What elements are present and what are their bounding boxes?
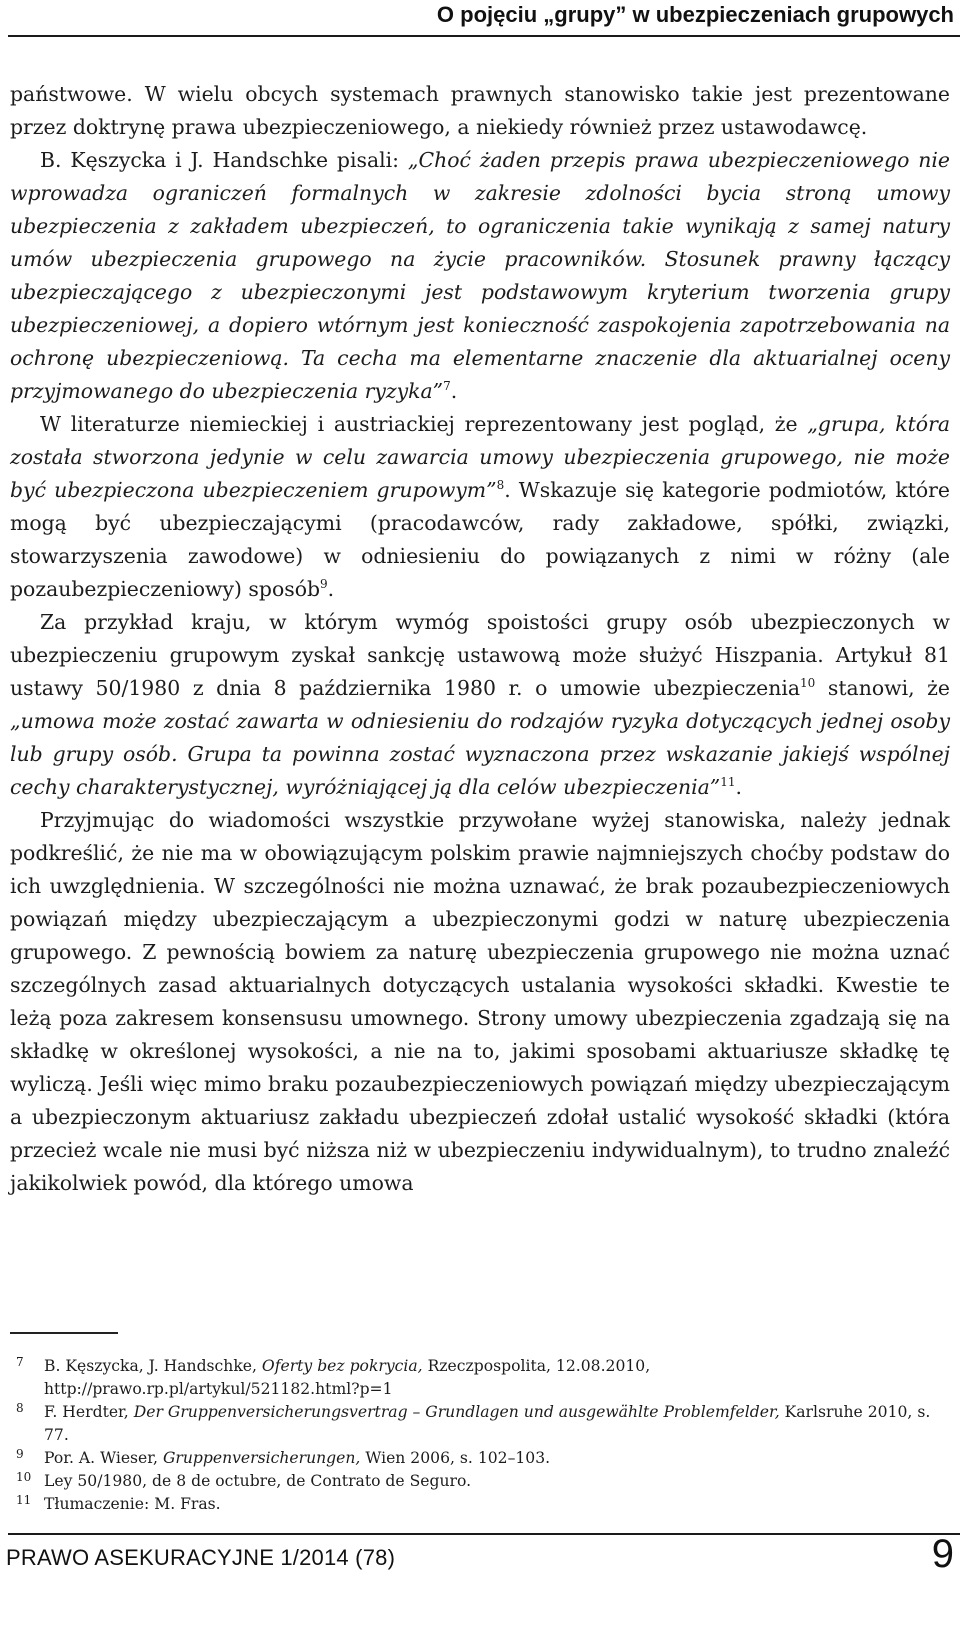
footnote-item xyxy=(10,1401,950,1447)
paragraph-4-end: . xyxy=(735,775,742,799)
body-text xyxy=(10,78,950,1200)
paragraph-4-mid: stanowi, że xyxy=(815,676,950,700)
footnote-text: Ley 50/1980, de 8 de octubre, de Contrato de Seguro. xyxy=(44,1472,472,1490)
footnote-title: Gruppenversicherungen, xyxy=(162,1449,361,1467)
footnote-item xyxy=(10,1470,950,1493)
paragraph-1: państwowe. W wielu obcych systemach prawnych stanowisko takie jest prezentowane przez doktrynę prawa ubezpieczeniowego, a niekiedy również przez ustawodawcę. xyxy=(10,82,950,139)
page-number: 9 xyxy=(931,1532,954,1576)
footer-rule xyxy=(8,1533,960,1535)
footnote-ref-7[interactable]: 7 xyxy=(443,379,451,394)
footnote-item xyxy=(10,1355,950,1401)
footnote-ref-9[interactable]: 9 xyxy=(320,577,328,592)
footnote-text: Karlsruhe 2010, s. 77. xyxy=(44,1403,931,1444)
paragraph-2-intro: B. Kęszycka i J. Handschke pisali: xyxy=(40,148,408,172)
footnote-text: F. Herdter, xyxy=(44,1403,134,1421)
footnote-ref-8[interactable]: 8 xyxy=(496,478,505,493)
footnote-title: Oferty bez pokrycia, xyxy=(261,1357,423,1375)
footnote-separator xyxy=(10,1332,118,1334)
running-header: O pojęciu „grupy” w ubezpieczeniach grupowych xyxy=(436,2,954,27)
paragraph-4 xyxy=(10,606,950,804)
paragraph-4-intro: Za przykład kraju, w którym wymóg spoistości grupy osób ubezpieczonych w ubezpieczeniu grupowym zyskał sankcję ustawową może służyć Hiszpania. Artykuł 81 ustawy 50/1980 z dnia 8 października 1980 r. o umowie ubezpieczenia xyxy=(10,610,950,700)
footnotes xyxy=(10,1355,950,1516)
footnote-number: 8 xyxy=(16,1401,24,1415)
footnote-text[interactable]: Rzeczpospolita, 12.08.2010, http://prawo.rp.pl/artykul/521182.html?p=1 xyxy=(44,1357,651,1398)
footnote-number: 10 xyxy=(16,1470,32,1484)
footnote-text: Tłumaczenie: M. Fras. xyxy=(44,1495,221,1513)
footnote-number: 9 xyxy=(16,1447,24,1461)
footnote-text: B. Kęszycka, J. Handschke, xyxy=(44,1357,262,1375)
footnote-number: 11 xyxy=(16,1493,32,1507)
footnote-item xyxy=(10,1493,950,1516)
paragraph-2-end: . xyxy=(450,379,458,403)
footer-journal-title: PRAWO ASEKURACYJNE 1/2014 (78) xyxy=(6,1545,396,1570)
footnote-title: Der Gruppenversicherungsvertrag – Grundlagen und ausgewählte Problemfelder, xyxy=(133,1403,780,1421)
footnote-text: Por. A. Wieser, xyxy=(44,1449,163,1467)
header-rule xyxy=(8,35,960,37)
footnote-ref-10[interactable]: 10 xyxy=(800,676,816,691)
paragraph-3-intro: W literaturze niemieckiej i austriackiej reprezentowany jest pogląd, że xyxy=(40,412,808,436)
footnote-item xyxy=(10,1447,950,1470)
paragraph-2-quote: „Choć żaden przepis prawa ubezpieczeniowego nie wprowadza ograniczeń formalnych w zakresie zdolności bycia stroną umowy ubezpieczenia z zakładem ubezpieczeń, to ograniczenia takie wynikają z samej natury umów ubezpieczenia grupowego na życie pracowników. Stosunek prawny łączący ubezpieczającego z ubezpieczonymi jest podstawowym kryterium tworzenia grupy ubezpieczeniowej, a dopiero wtórnym jest konieczność zaspokojenia zapotrzebowania na ochronę ubezpieczeniową. Ta cecha ma elementarne znaczenie dla aktuarialnej oceny przyjmowanego do ubezpieczenia ryzyka” xyxy=(10,148,950,403)
paragraph-3-mid: . Wskazuje się kategorie podmiotów, które mogą być ubezpieczającymi (pracodawców, rady zakładowe, spółki, związki, stowarzyszenia zawodowe) w odniesieniu do powiązanych z nimi w różny (ale pozaubezpieczeniowy) sposób xyxy=(10,478,950,601)
footnote-text: Wien 2006, s. 102–103. xyxy=(360,1449,551,1467)
paragraph-3-end: . xyxy=(327,577,335,601)
paragraph-3 xyxy=(10,408,950,606)
footnote-number: 7 xyxy=(16,1355,24,1369)
paragraph-5: Przyjmując do wiadomości wszystkie przywołane wyżej stanowiska, należy jednak podkreślić, że nie ma w obowiązującym polskim prawie najmniejszych choćby podstaw do ich uwzględnienia. W szczególności nie można uznawać, że brak pozaubezpieczeniowych powiązań między ubezpieczającym a ubezpieczonymi godzi w naturę ubezpieczenia grupowego. Z pewnością bowiem za naturę ubezpieczenia grupowego nie można uznać szczególnych zasad aktuarialnych dotyczących ustalania wysokości składki. Kwestie te leżą poza zakresem konsensusu umownego. Strony umowy ubezpieczenia zgadzają się na składkę w określonej wysokości, a nie na to, jakimi sposobami aktuariusze składkę tę wyliczą. Jeśli więc mimo braku pozaubezpieczeniowych powiązań między ubezpieczającym a ubezpieczonym aktuariusz zakładu ubezpieczeń zdołał ustalić wysokość składki (która przecież wcale nie musi być niższa niż w ubezpieczeniu indywidualnym), to trudno znaleźć jakikolwiek powód, dla którego umowa xyxy=(10,808,950,1195)
paragraph-2 xyxy=(10,144,950,408)
paragraph-4-quote: „umowa może zostać zawarta w odniesieniu do rodzajów ryzyka dotyczących jednej osoby lub grupy osób. Grupa ta powinna zostać wyznaczona przez wskazanie jakiejś wspólnej cechy charakterystycznej, wyróżniającej ją dla celów ubezpieczenia” xyxy=(10,709,950,799)
paragraph-3-quote: „grupa, która została stworzona jedynie w celu zawarcia umowy ubezpieczenia grupowego, nie może być ubezpieczona ubezpieczeniem grupowym” xyxy=(10,412,950,502)
footnote-ref-11[interactable]: 11 xyxy=(720,775,736,790)
